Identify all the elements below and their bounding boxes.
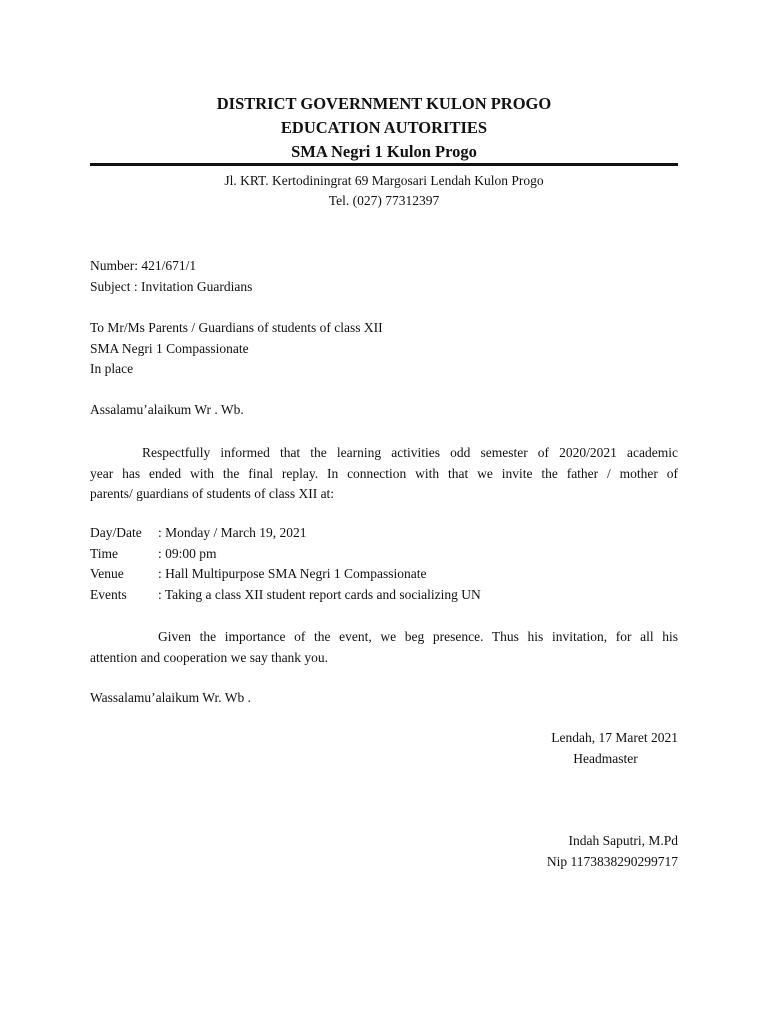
- signature-nip: Nip 1173838290299717: [546, 854, 678, 869]
- body-paragraph-2: [90, 627, 678, 668]
- detail-value: : 09:00 pm: [158, 546, 217, 561]
- letterhead-school: SMA Negri 1 Kulon Progo: [291, 142, 477, 161]
- letterhead-government: DISTRICT GOVERNMENT KULON PROGO: [216, 94, 552, 113]
- recipient-line-1: To Mr/Ms Parents / Guardians of students of class XII: [90, 320, 383, 335]
- signature-name: Indah Saputri, M.Pd: [568, 833, 678, 848]
- signature-place-date: Lendah, 17 Maret 2021: [551, 730, 678, 745]
- body-paragraph-2-row: attention and cooperation we say thank you.: [90, 649, 329, 665]
- detail-label: Events: [90, 587, 127, 602]
- detail-events: [90, 587, 481, 603]
- closing: Wassalamu’alaikum Wr. Wb .: [90, 690, 251, 705]
- detail-label: Venue: [90, 566, 124, 581]
- detail-venue: [90, 566, 426, 582]
- letterhead-authority: EDUCATION AUTORITIES: [280, 118, 488, 137]
- letterhead-divider: [90, 163, 678, 166]
- detail-day-date: [90, 525, 306, 541]
- detail-value: : Taking a class XII student report cards and socializing UN: [158, 587, 481, 602]
- body-paragraph-1: [90, 443, 678, 505]
- recipient-line-3: In place: [90, 361, 134, 376]
- body-paragraph-2-row: Given the importance of the event, we beg presence. Thus his invitation, for all his: [158, 629, 678, 644]
- detail-value: : Monday / March 19, 2021: [158, 525, 307, 540]
- body-paragraph-1-row: parents/ guardians of students of class XII at:: [90, 486, 335, 501]
- body-paragraph-1-row: Respectfully informed that the learning activities odd semester of 2020/2021 academic: [142, 445, 678, 460]
- letterhead-phone: Tel. (027) 77312397: [328, 193, 440, 208]
- reference-subject: Subject : Invitation Guardians: [90, 279, 253, 294]
- reference-number: Number: 421/671/1: [90, 258, 197, 273]
- recipient-line-2: SMA Negri 1 Compassionate: [90, 341, 249, 356]
- letterhead-address: Jl. KRT. Kertodiningrat 69 Margosari Lendah Kulon Progo: [224, 173, 544, 188]
- detail-time: [90, 546, 217, 562]
- greeting: Assalamu’alaikum Wr . Wb.: [90, 402, 244, 417]
- detail-label: Time: [90, 546, 119, 561]
- signature-position: Headmaster: [573, 751, 638, 766]
- detail-value: : Hall Multipurpose SMA Negri 1 Compassionate: [158, 566, 427, 581]
- detail-label: Day/Date: [90, 525, 142, 540]
- body-paragraph-1-row: year has ended with the final replay. In connection with that we invite the father / mother of: [90, 465, 678, 481]
